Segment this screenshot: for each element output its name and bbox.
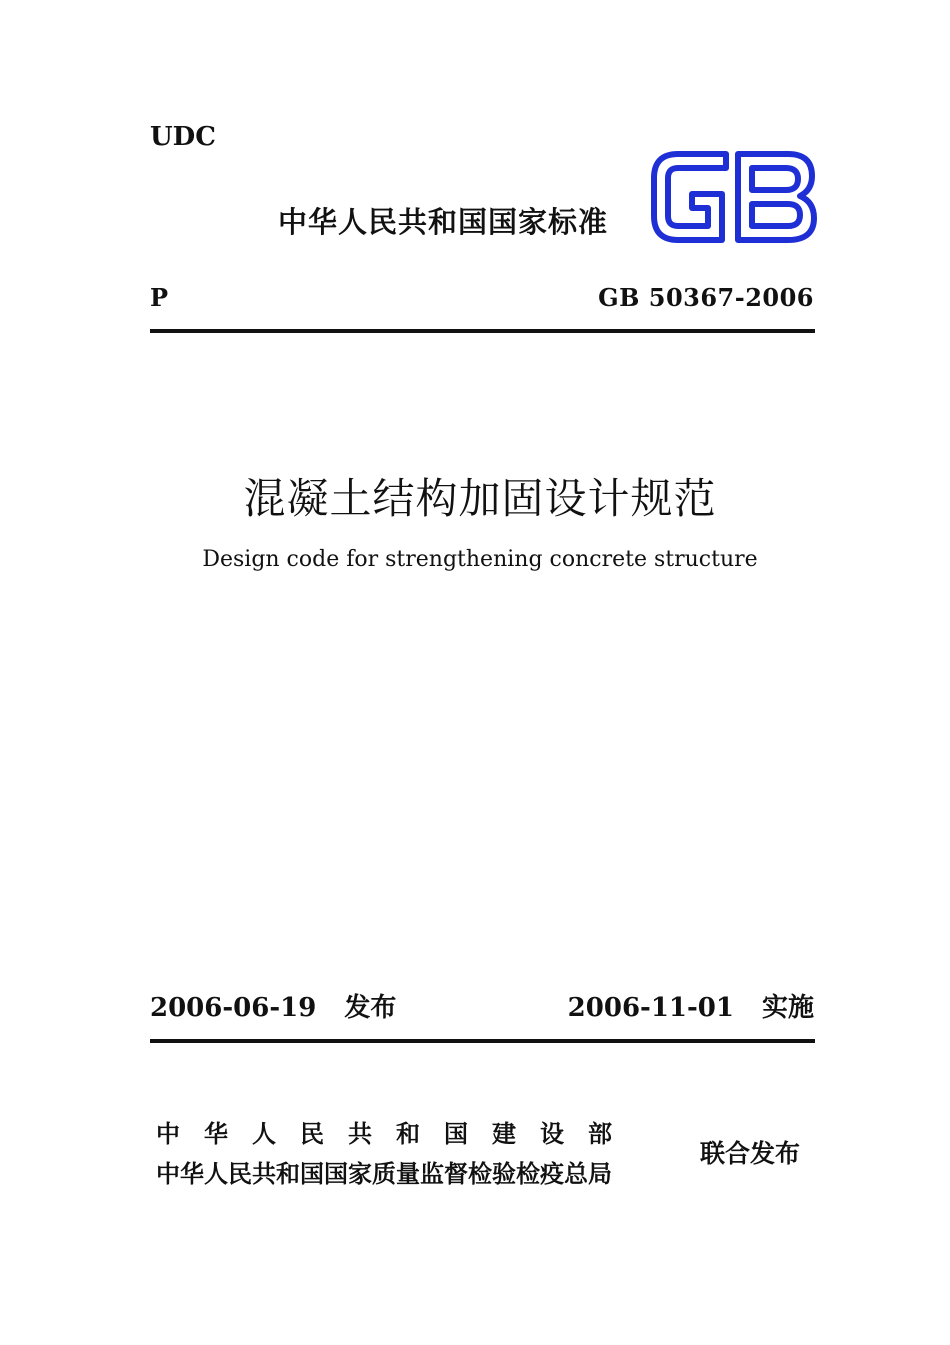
- udc-label: UDC: [150, 122, 216, 152]
- issuer-aqsiq: 中华人民共和国国家质量监督检验检疫总局: [156, 1160, 612, 1188]
- national-standard-heading: 中华人民共和国国家标准: [278, 205, 609, 239]
- classification-code: P: [150, 283, 169, 312]
- title-english: Design code for strengthening concrete structure: [202, 547, 758, 572]
- joint-issue-label: 联合发布: [700, 1139, 801, 1168]
- gb-logo-icon: [648, 148, 820, 246]
- implement-date-line: [568, 987, 814, 1024]
- title-chinese: 混凝土结构加固设计规范: [243, 474, 717, 523]
- top-divider: [150, 329, 815, 333]
- issue-date-line: [150, 987, 396, 1024]
- bottom-divider: [150, 1039, 815, 1043]
- gb-logo: [648, 148, 820, 246]
- issue-label: 发布: [344, 993, 397, 1023]
- implement-date: 2006-11-01: [567, 993, 734, 1023]
- implement-label: 实施: [761, 993, 814, 1023]
- issuer-ministry: 中华人民共和国建设部: [156, 1120, 636, 1148]
- standard-number: GB 50367-2006: [598, 283, 814, 312]
- issue-date: 2006-06-19: [150, 993, 317, 1023]
